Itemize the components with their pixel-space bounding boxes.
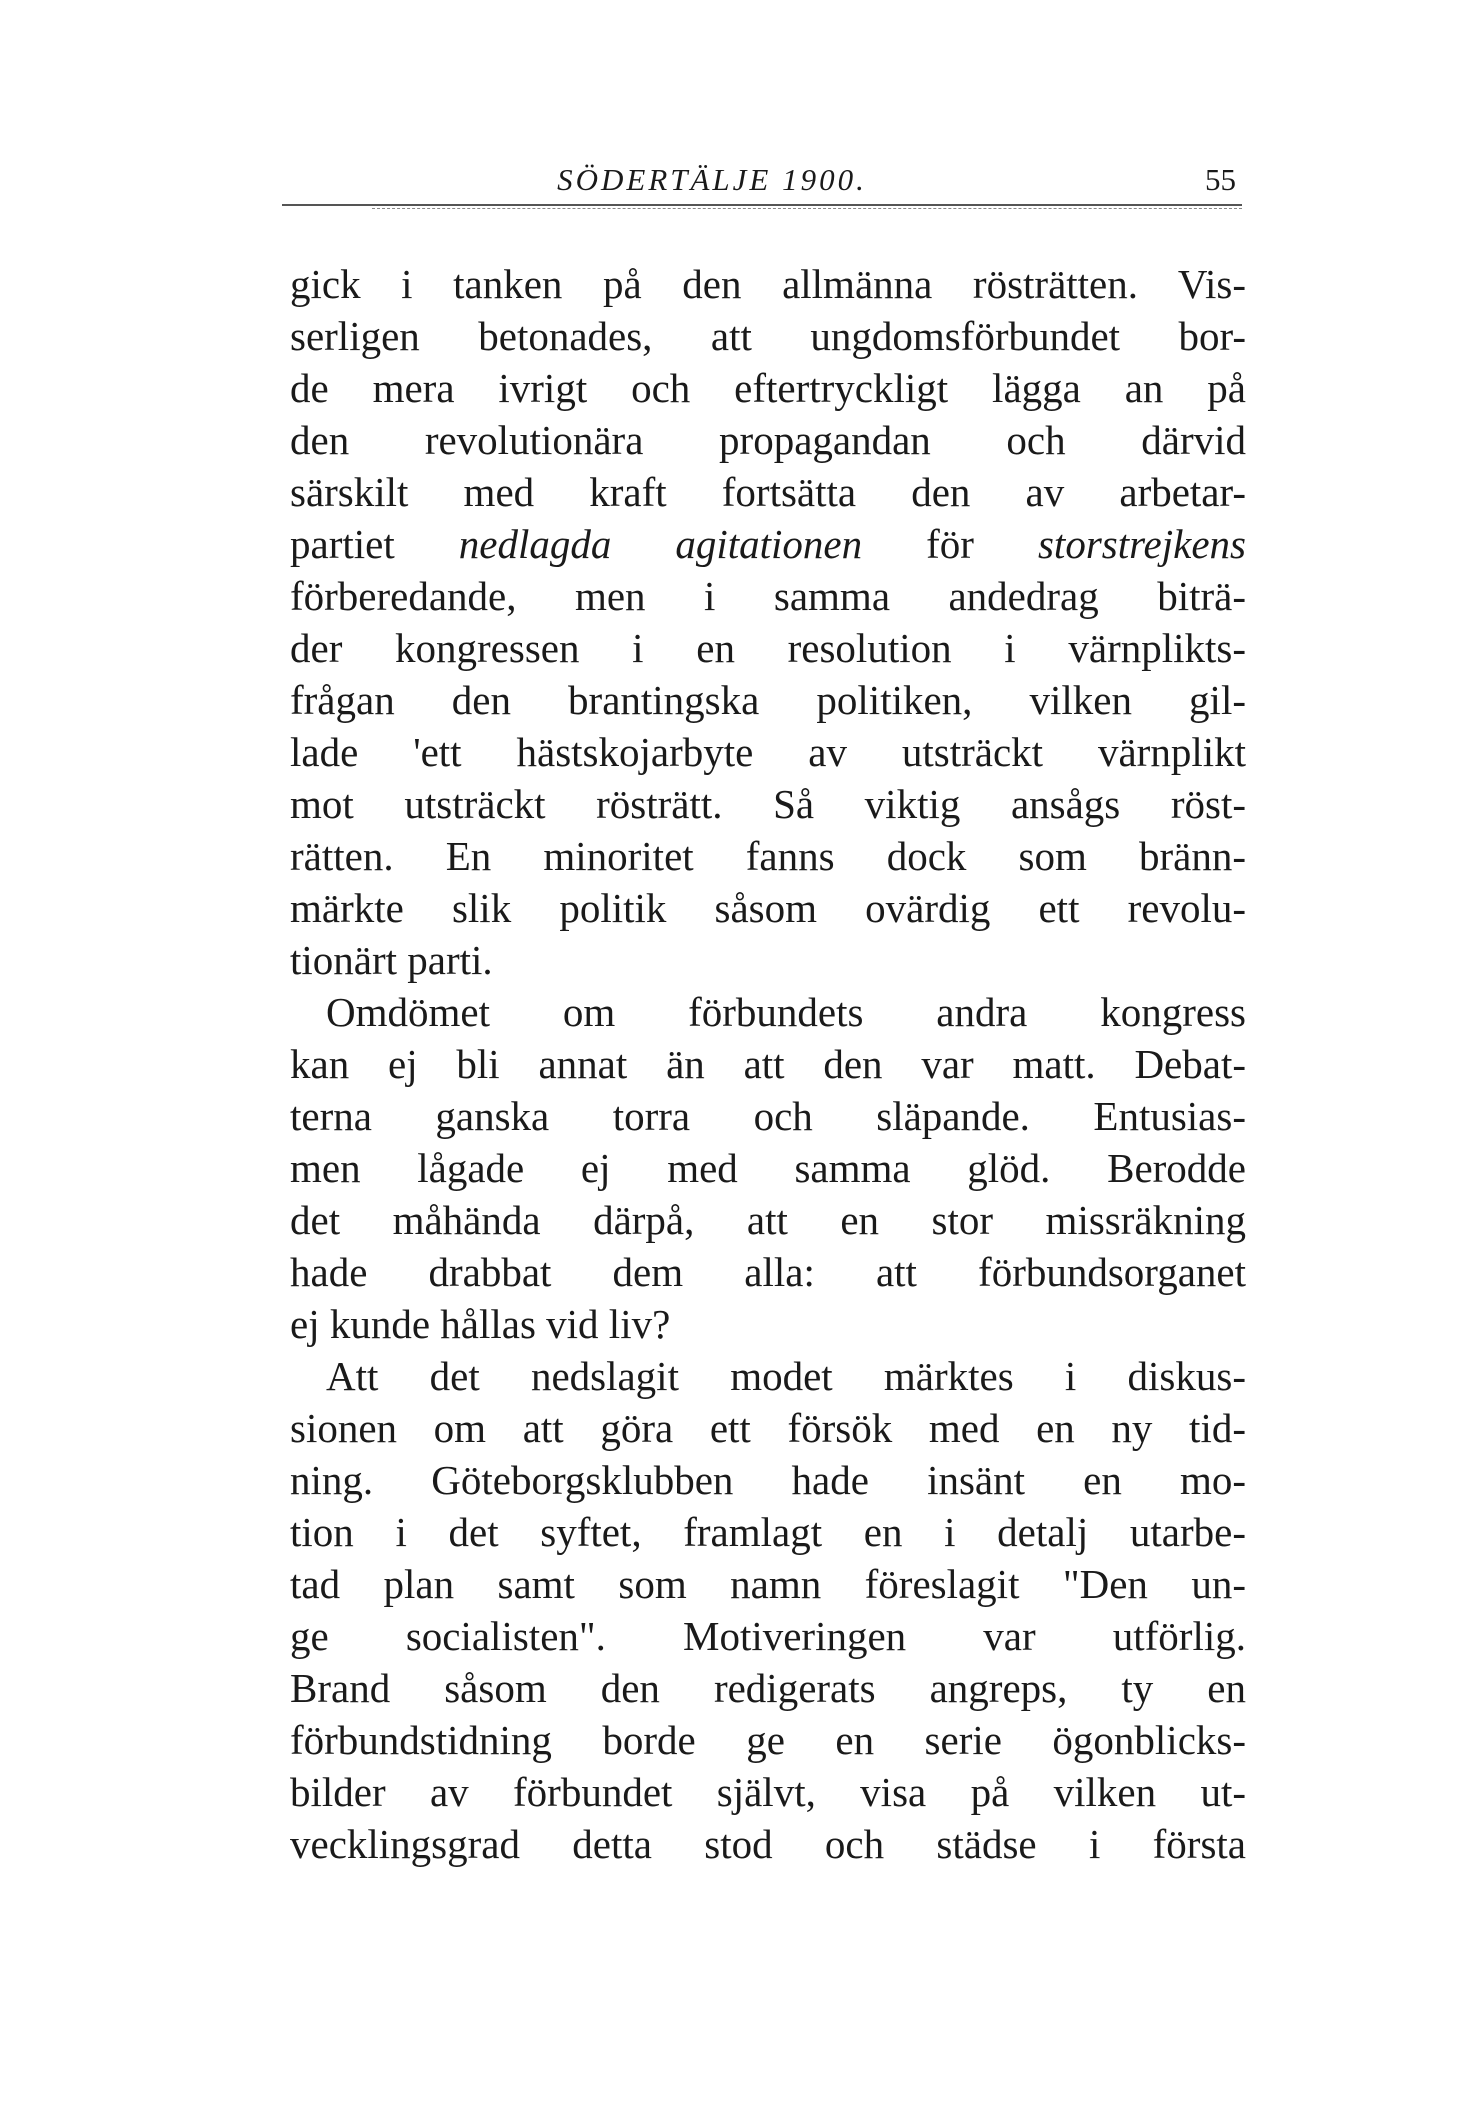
- text-line: förbundstidning borde ge en serie ögonblicks-: [290, 1717, 1246, 1763]
- text-line: der kongressen i en resolution i värnplikts-: [290, 625, 1246, 671]
- page-number: 55: [1205, 162, 1236, 197]
- text-line: mot utsträckt rösträtt. Så viktig ansågs röst-: [290, 781, 1246, 827]
- italic-word: storstrejkens: [1037, 521, 1246, 567]
- text-segment: partiet: [290, 521, 459, 567]
- text-segment: för: [862, 521, 1038, 567]
- text-line-paragraph-end: ej kunde hållas vid liv?: [290, 1301, 671, 1347]
- text-line: märkte slik politik såsom ovärdig ett revolu-: [290, 885, 1246, 931]
- text-line: tion i det syftet, framlagt en i detalj utarbe-: [290, 1509, 1246, 1555]
- page-header: [282, 158, 1242, 208]
- text-line: rätten. En minoritet fanns dock som bränn-: [290, 833, 1246, 879]
- body-text: [290, 258, 1246, 1870]
- italic-phrase: nedlagda agitationen: [458, 521, 863, 567]
- text-line: frågan den brantingska politiken, vilken gil-: [290, 677, 1246, 723]
- text-line: men lågade ej med samma glöd. Berodde: [290, 1145, 1246, 1191]
- header-rule: [282, 204, 1242, 206]
- text-line: vecklingsgrad detta stod och städse i första: [290, 1821, 1246, 1867]
- text-line: tad plan samt som namn föreslagit "Den un-: [290, 1561, 1246, 1607]
- running-title: SÖDERTÄLJE 1900.: [557, 162, 867, 197]
- text-line-paragraph-start: Omdömet om förbundets andra kongress: [326, 989, 1246, 1035]
- text-line: de mera ivrigt och eftertryckligt lägga an på: [290, 365, 1246, 411]
- text-line: hade drabbat dem alla: att förbundsorganet: [290, 1249, 1246, 1295]
- text-line: ning. Göteborgsklubben hade insänt en mo-: [290, 1457, 1246, 1503]
- text-line: sionen om att göra ett försök med en ny tid-: [290, 1405, 1246, 1451]
- header-rule-dashed: [372, 208, 1242, 209]
- text-line: Brand såsom den redigerats angreps, ty en: [290, 1665, 1246, 1711]
- text-line: kan ej bli annat än att den var matt. Debat-: [290, 1041, 1246, 1087]
- text-line: det måhända därpå, att en stor missräkning: [290, 1197, 1246, 1243]
- text-line-paragraph-end: tionärt parti.: [290, 937, 493, 983]
- text-line: bilder av förbundet självt, visa på vilken ut-: [290, 1769, 1246, 1815]
- text-line: gick i tanken på den allmänna rösträtten. Vis-: [290, 261, 1246, 307]
- text-line-paragraph-start: Att det nedslagit modet märktes i diskus-: [326, 1353, 1246, 1399]
- text-line: serligen betonades, att ungdomsförbundet bor-: [290, 313, 1246, 359]
- text-line: lade 'ett hästskojarbyte av utsträckt värnplikt: [290, 729, 1246, 775]
- text-line: förberedande, men i samma andedrag biträ-: [290, 573, 1246, 619]
- text-line-mixed: [290, 518, 1246, 570]
- text-line: särskilt med kraft fortsätta den av arbetar-: [290, 469, 1246, 515]
- text-line: ge socialisten". Motiveringen var utförlig.: [290, 1613, 1246, 1659]
- text-line: den revolutionära propagandan och därvid: [290, 417, 1246, 463]
- text-line: terna ganska torra och släpande. Entusias-: [290, 1093, 1246, 1139]
